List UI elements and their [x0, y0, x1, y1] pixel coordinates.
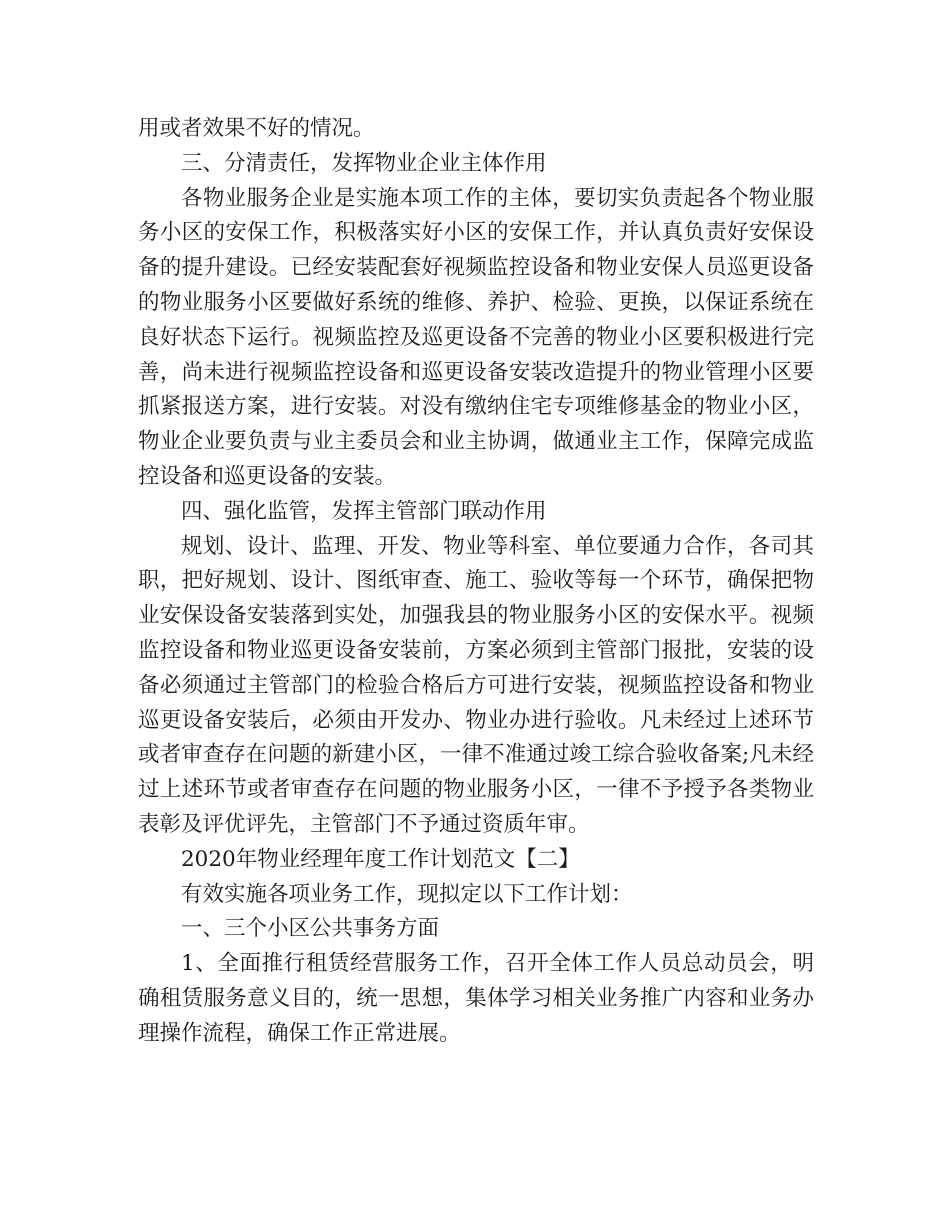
- section-heading-4: 四、强化监管，发挥主管部门联动作用: [181, 498, 547, 524]
- section-heading-1: 一、三个小区公共事务方面: [181, 916, 440, 942]
- article-title-2: 2020年物业经理年度工作计划范文【二】: [181, 846, 580, 872]
- paragraph-item-1: 1、全面推行租赁经营服务工作，召开全体工作人员总动员会，明确租赁服务意义目的，统一思想，集体学习相关业务推广内容和业务办理操作流程，确保工作正常进展。: [138, 951, 814, 1046]
- paragraph-supervision: 规划、设计、监理、开发、物业等科室、单位要通力合作，各司其职，把好规划、设计、图纸审查、施工、验收等每一个环节，确保把物业安保设备安装落到实处，加强我县的物业服务小区的安保水平。视频监控设备和物业巡更设备安装前，方案必须到主管部门报批，安装的设备必须通过主管部门的检验合格后方可进行安装，视频监控设备和物业巡更设备安装后，必须由开发办、物业办进行验收。凡未经过上述环节或者审查存在问题的新建小区，一律不准通过竣工综合验收备案;凡未经过上述环节或者审查存在问题的物业服务小区，一律不予授予各类物业表彰及评优评先，主管部门不予通过资质年审。: [138, 533, 814, 837]
- paragraph-property-enterprise: 各物业服务企业是实施本项工作的主体，要切实负责起各个物业服务小区的安保工作，积极落实好小区的安保工作，并认真负责好安保设备的提升建设。已经安装配套好视频监控设备和物业安保人员巡更设备的物业服务小区要做好系统的维修、养护、检验、更换，以保证系统在良好状态下运行。视频监控及巡更设备不完善的物业小区要积极进行完善，尚未进行视频监控设备和巡更设备安装改造提升的物业管理小区要抓紧报送方案，进行安装。对没有缴纳住宅专项维修基金的物业小区，物业企业要负责与业主委员会和业主协调，做通业主工作，保障完成监控设备和巡更设备的安装。: [138, 185, 814, 489]
- document-page: [138, 112, 814, 1052]
- paragraph-continuation: 用或者效果不好的情况。: [138, 116, 375, 141]
- section-heading-3: 三、分清责任，发挥物业企业主体作用: [181, 150, 547, 176]
- paragraph-intro: 有效实施各项业务工作，现拟定以下工作计划：: [181, 881, 633, 907]
